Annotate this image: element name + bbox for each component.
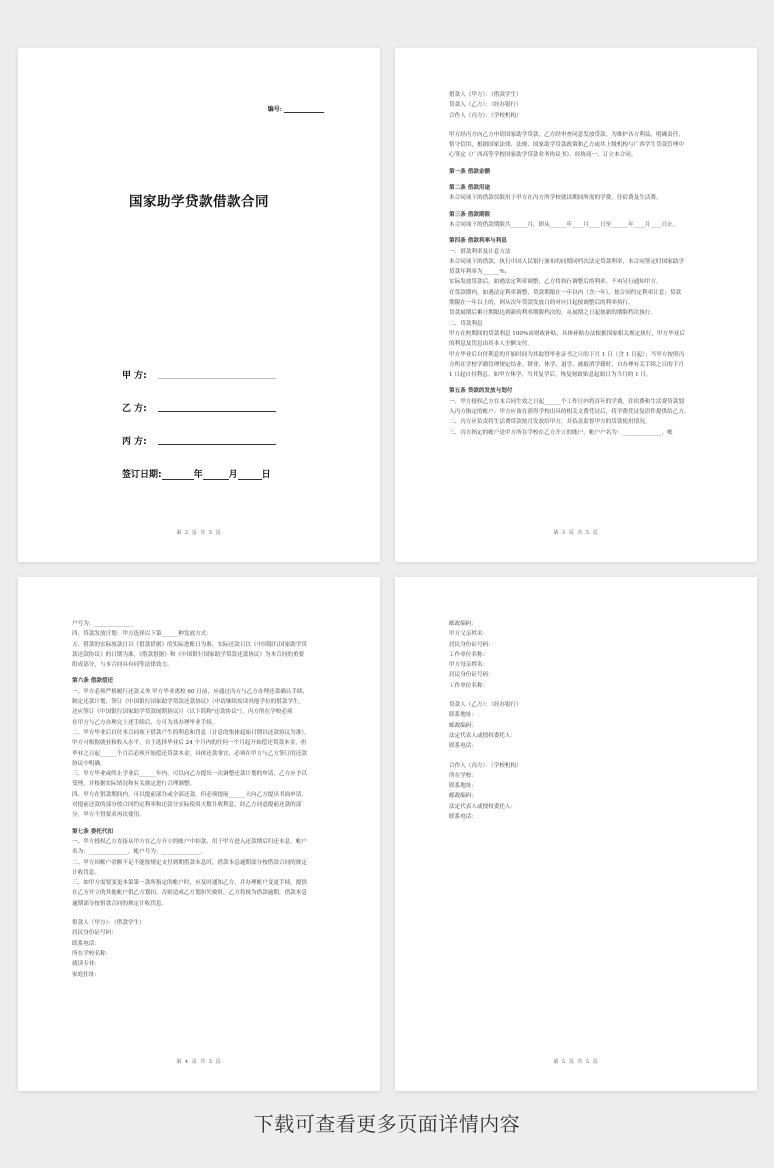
- body-line: 联系地址：: [449, 783, 477, 790]
- body-line: 一、甲方授权乙方直接从甲方在乙方开立的帐户中扣款，用于甲方进入还款期后归还本息，帐户: [72, 838, 307, 845]
- body-line: 联系电话：: [449, 814, 477, 821]
- sign-date-label: 签订日期:: [122, 470, 162, 480]
- body-line: 甲方可根据就业和收入水平，自主选择毕业后 24 个月内的任何一个月起开始偿还贷款本金，但: [72, 740, 307, 747]
- body-line: 恪守信用，根据国家法律、法规、国家助学贷款政策和乙方或其上级机构与广西学生贷款管理中: [449, 142, 684, 149]
- page-number: 第 5 页 共 5 页: [553, 1059, 599, 1065]
- party-b-label: 乙 方:: [122, 404, 147, 414]
- sign-date-field: [122, 467, 271, 480]
- body-line: 联系电话：: [72, 940, 100, 947]
- body-line: 甲方在校期间的贷款利息 100%由财政补贴，具体补贴办法根据国家相关规定执行，甲方毕业后: [449, 330, 685, 337]
- party-b-field: [122, 401, 147, 414]
- body-line: 联系电话：: [449, 743, 477, 750]
- page-number: 第 3 页 共 5 页: [553, 530, 599, 536]
- section-heading: 第二条 借款用途: [449, 185, 491, 192]
- body-line: 本合同项下的借款期限共______月，即从______年____月____日至______年____月____日止。: [449, 221, 679, 228]
- body-line: 工作单位名称：: [449, 651, 489, 658]
- body-line: 法定代表人或授权委托人：: [449, 803, 517, 810]
- party-c-field: [122, 434, 147, 447]
- download-more-caption: 下载可查看更多页面详情内容: [253, 1112, 521, 1136]
- body-line: 心签定《广西高等学校国家助学贷款业务协议书》，经协商一，订立本合同。: [449, 152, 637, 159]
- body-line: 一、甲方必须严格履行还款义务 甲方毕业离校 60 日前，应通过丙方与乙方办理还款确认手续，: [72, 688, 309, 695]
- body-line: 贷款年利率为______%。: [449, 269, 511, 276]
- document-title: 国家助学贷款借款合同: [129, 194, 269, 210]
- body-line: 制定还款计划，签订《中国银行国家助学贷款还款协议》（申请继续攻读其他学位的借款学生，: [72, 699, 305, 706]
- party-a-label: 甲 方:: [122, 371, 147, 381]
- body-line: 联系地址：: [449, 712, 477, 719]
- contract-number-blank: [284, 107, 324, 113]
- body-line: 居民身份证号码：: [72, 930, 117, 937]
- body-line: 三、如甲方需要变更本第第一款所指定的帐户时，应及时通知乙方，并办理帐户变更手续，提供: [72, 880, 307, 887]
- body-line: 贷款人（乙方）：（经办银行）: [449, 102, 522, 109]
- body-line: 五、借款的实际放款日以《借款借据》的实际进账日为准，实际还款日以《中国银行国家助学贷: [72, 641, 307, 648]
- month-label: 月: [228, 470, 238, 480]
- spacer: [72, 909, 326, 918]
- body-line: 四、贷款发放计划：甲方选择以下第______种发放方式：: [72, 631, 212, 638]
- party-b-blank: [158, 411, 276, 412]
- page-body: [449, 619, 703, 822]
- party-a-field: [122, 368, 147, 381]
- body-line: 居民身份证号码：: [449, 672, 494, 679]
- body-line: 工作单位名称：: [449, 682, 489, 689]
- party-c-blank: [158, 444, 276, 445]
- body-line: 1 日起自付利息。如甲方休学，当其复学后，恢复财政贴息起始日为当月的 1 日。: [449, 372, 652, 379]
- body-line: 组成部分，与本合同具有同等法律效力。: [72, 662, 173, 669]
- spacer: [449, 752, 703, 761]
- body-line: 三、甲方毕业或终止学业后______年内，可以向乙方提出一次调整还款计划的申请，乙方应予以: [72, 771, 307, 778]
- document-page-cover: [18, 48, 380, 562]
- body-line: 的利息及罚息由其本人全额支付。: [449, 341, 533, 348]
- page-body: [449, 90, 703, 438]
- body-line: 在贷款期内，如遇法定利率调整，贷款期限在一年以内（含一年），按合同约定利率计息；贷款: [449, 289, 682, 296]
- body-line: 协议中明确。: [72, 760, 106, 767]
- body-line: 所在学校：: [449, 772, 477, 779]
- body-line: 甲方母亲姓名：: [449, 662, 489, 669]
- section-heading: 第五条 贷款的发放与划付: [449, 388, 513, 395]
- body-line: 借款人（甲方）：（借款学生）: [449, 92, 522, 98]
- body-line: 二、甲方因帐户余额不足不能按规定支付到期借款本息时，借款本息逾期部分按借款合同的规定: [72, 859, 307, 866]
- contract-number-label: 编号:: [267, 106, 282, 113]
- body-line: 三、丙方指定的帐户是甲方所在学校在乙方开立的账户，帐户户名为：______________，帐: [449, 429, 673, 436]
- page-number: 第 4 页 共 5 页: [176, 1059, 222, 1065]
- body-line: 逾期部分按借款合同的规定计收罚息。: [72, 900, 168, 907]
- body-line: 方所在学校学籍管理规定结业、肄业、休学、退学、被取消学籍时，自办理有关手续之日的下月: [449, 361, 684, 368]
- section-heading: 第六条 借款偿还: [72, 678, 114, 685]
- body-line: 一、借款利率及计息方法: [449, 248, 511, 255]
- page-number: 第 2 页 共 5 页: [176, 530, 222, 536]
- section-heading: 第三条 借款期限: [449, 211, 491, 218]
- body-line: 合作人（丙方）：（学校机构）: [449, 762, 522, 769]
- body-line: 合作人（丙方）：（学校机构）: [449, 112, 522, 119]
- body-line: 毕业之日起______个月后必须开始偿还贷款本金，具体还款事宜，必须在甲方与乙方签订的还款: [72, 750, 307, 757]
- body-line: 四、甲方在借款期间内，可以提前部分或全部还款，但必须提前______天向乙方提出书面申请，: [72, 791, 307, 798]
- spacer: [449, 121, 703, 130]
- day-blank: [238, 471, 262, 480]
- body-line: 所在学校名称：: [72, 950, 112, 957]
- body-line: 借款人（甲方）：（借款学生）: [72, 920, 145, 927]
- body-line: 在乙方开立的其他帐户供乙方划扣，否则造成乙方划扣失败时，乙方将视为借款逾期，借款本息: [72, 890, 307, 897]
- section-heading: 第四条 借款利率与利息: [449, 238, 507, 245]
- body-line: 分，甲方不得要求再次使用。: [72, 812, 145, 819]
- body-line: 本合同项下的借款，执行中国人民银行颁布的同期同档次法定贷款利率，本合同签定时国家助学: [449, 258, 684, 265]
- month-blank: [203, 471, 229, 480]
- body-line: 二、丙方应负责将生活费贷款按月发放给甲方，并负责监督甲方的贷款使用情况。: [449, 419, 651, 426]
- document-page-3: [18, 577, 380, 1091]
- body-line: 甲方毕业后自付利息的开始时间为其取得毕业证书之日的下月 1 日（含 1 日起）；当甲方按照丙: [449, 351, 685, 358]
- section-heading: 第七条 委托代扣: [72, 828, 114, 835]
- body-line: 二、贷款利息: [449, 320, 483, 327]
- party-c-label: 丙 方:: [122, 437, 147, 447]
- body-line: 本合同项下的借款仅限用于甲方在丙方所学校就读期间所需的学费、住宿费及生活费。: [449, 195, 662, 202]
- party-a-blank: [158, 378, 276, 379]
- body-line: 邮政编码：: [449, 621, 477, 627]
- body-line: 邮政编码：: [449, 793, 477, 800]
- body-line: 名为：______________，帐户号为：______________。: [72, 849, 207, 856]
- body-line: 就读专业：: [72, 961, 100, 968]
- body-line: 实际发放贷款后，如遇法定利率调整，乙方将执行调整后的利率，不再另行通知甲方。: [449, 279, 662, 286]
- body-line: 法定代表人或授权委托人：: [449, 732, 517, 739]
- body-line: 入丙方指定的帐户；甲方应该在获得学校出具的相关文费凭证后，将学费凭证复印件提供给乙方。: [449, 409, 690, 416]
- body-line: 在甲方与乙方办理完上述手续后，方可为其办理毕业手续。: [72, 719, 218, 726]
- year-label: 年: [193, 470, 203, 480]
- body-line: 期限在一年以上的，则从次年贷款发放日的对应日起按调整后的利率执行。: [449, 300, 634, 307]
- body-line: 对提前还款的部分按合同约定利率和还款分实际使用天数计收利息，经乙方同意提前还款的部: [72, 802, 302, 809]
- body-line: 受理，并根据实际情况和有关规定进行合理调整。: [72, 781, 196, 788]
- body-line: 户号为：______________: [72, 621, 134, 627]
- page-body: [72, 619, 326, 980]
- section-heading: 第一条 借款金额: [449, 168, 491, 175]
- contract-number: [268, 104, 324, 113]
- body-line: 甲方经丙方向乙方申请国家助学贷款，乙方经审查同意发放贷款。为维护各方利益，明确责任，: [449, 131, 684, 138]
- body-line: 贷款人（乙方）：（经办银行）: [449, 702, 522, 709]
- body-line: 邮政编码：: [449, 722, 477, 729]
- year-blank: [162, 471, 194, 480]
- document-page-2: [395, 48, 757, 562]
- body-line: 还应签订《中国银行国家助学贷款展期协议》）（以下简称"还款协议"），丙方所在学校必须: [72, 709, 293, 716]
- body-line: 二、甲方毕业后自付本合同项下借款产生的利息和罚息（计息的集体起始日期以还款协议为准），: [72, 729, 310, 736]
- body-line: 甲方父亲姓名：: [449, 631, 489, 638]
- day-label: 日: [261, 470, 271, 480]
- spacer: [449, 691, 703, 700]
- document-page-4: [395, 577, 757, 1091]
- body-line: 家庭住址：: [72, 971, 100, 978]
- body-line: 居民身份证号码：: [449, 641, 494, 648]
- body-line: 贷款展期后累计期限达到新的利率期限档次的，从展期之日起按新的期限档次执行。: [449, 310, 656, 317]
- body-line: 款还款协议》的日期为准，《借款借据》和《中国银行国家助学贷款还款协议》为本合同的重要: [72, 651, 305, 658]
- body-line: 计收罚息。: [72, 869, 100, 876]
- body-line: 一、甲方授权乙方在本合同生效之日起______个工作日内将首年的学费、住宿费和生活费贷款划: [449, 398, 684, 405]
